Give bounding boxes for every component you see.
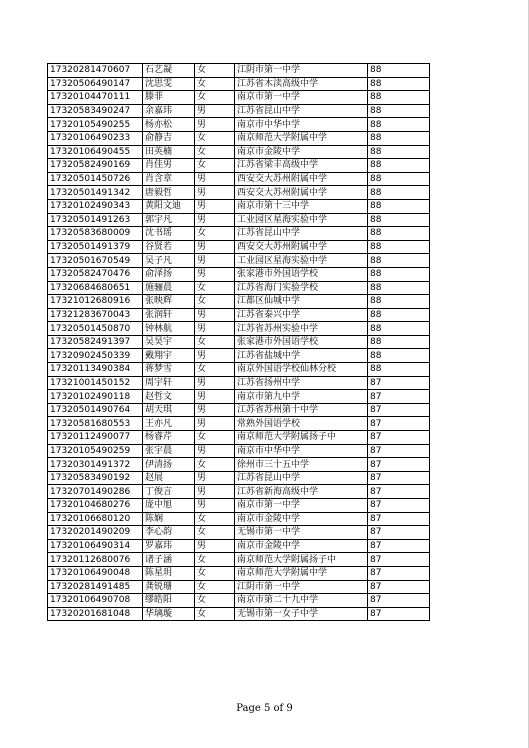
gender-cell: 男 bbox=[195, 471, 235, 485]
exam-id-cell: 17320501670549 bbox=[48, 254, 143, 268]
score-cell: 87 bbox=[368, 390, 430, 404]
student-name-cell: 郭宇凡 bbox=[143, 213, 195, 227]
gender-cell: 男 bbox=[195, 376, 235, 390]
table-row bbox=[48, 159, 430, 173]
score-cell: 88 bbox=[368, 131, 430, 145]
exam-id-cell: 17320106490233 bbox=[48, 131, 143, 145]
exam-id-cell: 17320112490077 bbox=[48, 431, 143, 445]
exam-id-cell: 17320113490384 bbox=[48, 363, 143, 377]
exam-id-cell: 17320501491263 bbox=[48, 213, 143, 227]
gender-cell: 男 bbox=[195, 539, 235, 553]
gender-cell: 女 bbox=[195, 566, 235, 580]
student-name-cell: 黄阳文迪 bbox=[143, 199, 195, 213]
score-cell: 87 bbox=[368, 512, 430, 526]
student-name-cell: 吴昊宇 bbox=[143, 335, 195, 349]
score-cell: 88 bbox=[368, 308, 430, 322]
table-row bbox=[48, 335, 430, 349]
student-name-cell: 沈书瑶 bbox=[143, 227, 195, 241]
table-row bbox=[48, 458, 430, 472]
score-cell: 87 bbox=[368, 526, 430, 540]
exam-id-cell: 17320105490259 bbox=[48, 444, 143, 458]
score-cell: 88 bbox=[368, 77, 430, 91]
gender-cell: 女 bbox=[195, 594, 235, 608]
page-footer: Page 5 of 9 bbox=[236, 703, 293, 714]
table-row bbox=[48, 526, 430, 540]
table-row bbox=[48, 403, 430, 417]
school-cell: 南京市金陵中学 bbox=[235, 145, 368, 159]
exam-id-cell: 17321001450152 bbox=[48, 376, 143, 390]
student-name-cell: 杨睿芹 bbox=[143, 431, 195, 445]
score-cell: 87 bbox=[368, 376, 430, 390]
school-cell: 南京市第十三中学 bbox=[235, 199, 368, 213]
score-cell: 88 bbox=[368, 240, 430, 254]
score-cell: 87 bbox=[368, 431, 430, 445]
student-name-cell: 华璃璇 bbox=[143, 607, 195, 621]
student-name-cell: 张宇晨 bbox=[143, 444, 195, 458]
school-cell: 南京师范大学附属扬子中 bbox=[235, 553, 368, 567]
exam-id-cell: 17320501491342 bbox=[48, 186, 143, 200]
exam-id-cell: 17320106490314 bbox=[48, 539, 143, 553]
exam-id-cell: 17320106680120 bbox=[48, 512, 143, 526]
student-name-cell: 滕菲 bbox=[143, 91, 195, 105]
school-cell: 张家港市外国语学校 bbox=[235, 335, 368, 349]
score-cell: 88 bbox=[368, 267, 430, 281]
table-row bbox=[48, 512, 430, 526]
gender-cell: 男 bbox=[195, 240, 235, 254]
score-table-body bbox=[48, 64, 430, 621]
score-cell: 88 bbox=[368, 363, 430, 377]
exam-id-cell: 17321283670043 bbox=[48, 308, 143, 322]
table-row bbox=[48, 553, 430, 567]
exam-id-cell: 17320506490147 bbox=[48, 77, 143, 91]
gender-cell: 男 bbox=[195, 104, 235, 118]
exam-id-cell: 17320102490118 bbox=[48, 390, 143, 404]
table-row bbox=[48, 227, 430, 241]
table-row bbox=[48, 539, 430, 553]
table-row bbox=[48, 240, 430, 254]
school-cell: 江苏省泰兴中学 bbox=[235, 308, 368, 322]
gender-cell: 男 bbox=[195, 267, 235, 281]
student-name-cell: 张润轩 bbox=[143, 308, 195, 322]
table-row bbox=[48, 566, 430, 580]
student-name-cell: 李心韵 bbox=[143, 526, 195, 540]
table-row bbox=[48, 376, 430, 390]
school-cell: 南京师范大学附属中学 bbox=[235, 566, 368, 580]
student-name-cell: 谷贤若 bbox=[143, 240, 195, 254]
score-cell: 87 bbox=[368, 458, 430, 472]
gender-cell: 男 bbox=[195, 444, 235, 458]
student-name-cell: 罗嘉玮 bbox=[143, 539, 195, 553]
student-name-cell: 周宇轩 bbox=[143, 376, 195, 390]
score-cell: 88 bbox=[368, 186, 430, 200]
exam-id-cell: 17320701490286 bbox=[48, 485, 143, 499]
student-name-cell: 伊清扬 bbox=[143, 458, 195, 472]
gender-cell: 男 bbox=[195, 172, 235, 186]
school-cell: 江苏省梁丰高级中学 bbox=[235, 159, 368, 173]
school-cell: 南京市第一中学 bbox=[235, 91, 368, 105]
school-cell: 无锡市第一女子中学 bbox=[235, 607, 368, 621]
gender-cell: 男 bbox=[195, 485, 235, 499]
student-name-cell: 吴子凡 bbox=[143, 254, 195, 268]
table-row bbox=[48, 186, 430, 200]
gender-cell: 女 bbox=[195, 227, 235, 241]
exam-id-cell: 17320582490169 bbox=[48, 159, 143, 173]
school-cell: 南京外国语学校仙林分校 bbox=[235, 363, 368, 377]
school-cell: 江苏省木渎高级中学 bbox=[235, 77, 368, 91]
exam-id-cell: 17320106490455 bbox=[48, 145, 143, 159]
student-name-cell: 唐毅哲 bbox=[143, 186, 195, 200]
table-row bbox=[48, 444, 430, 458]
table-row bbox=[48, 580, 430, 594]
exam-id-cell: 17320902450339 bbox=[48, 349, 143, 363]
school-cell: 江阴市第一中学 bbox=[235, 580, 368, 594]
table-row bbox=[48, 199, 430, 213]
school-cell: 江苏省昆山中学 bbox=[235, 227, 368, 241]
gender-cell: 女 bbox=[195, 553, 235, 567]
school-cell: 江都区仙城中学 bbox=[235, 295, 368, 309]
student-name-cell: 肖佳男 bbox=[143, 159, 195, 173]
gender-cell: 男 bbox=[195, 499, 235, 513]
table-row bbox=[48, 131, 430, 145]
gender-cell: 女 bbox=[195, 131, 235, 145]
student-name-cell: 诸子涵 bbox=[143, 553, 195, 567]
school-cell: 江苏省盐城中学 bbox=[235, 349, 368, 363]
school-cell: 张家港市外国语学校 bbox=[235, 267, 368, 281]
table-row bbox=[48, 118, 430, 132]
table-row bbox=[48, 254, 430, 268]
table-row bbox=[48, 295, 430, 309]
student-name-cell: 蒋梦雪 bbox=[143, 363, 195, 377]
table-row bbox=[48, 172, 430, 186]
school-cell: 西安交大苏州附属中学 bbox=[235, 186, 368, 200]
table-row bbox=[48, 471, 430, 485]
student-name-cell: 钟林航 bbox=[143, 322, 195, 336]
score-cell: 88 bbox=[368, 213, 430, 227]
gender-cell: 男 bbox=[195, 403, 235, 417]
table-row bbox=[48, 91, 430, 105]
score-cell: 88 bbox=[368, 335, 430, 349]
student-name-cell: 杨亦松 bbox=[143, 118, 195, 132]
gender-cell: 男 bbox=[195, 254, 235, 268]
exam-id-cell: 17320583680009 bbox=[48, 227, 143, 241]
exam-id-cell: 17320201681048 bbox=[48, 607, 143, 621]
gender-cell: 女 bbox=[195, 580, 235, 594]
school-cell: 江苏省苏州实验中学 bbox=[235, 322, 368, 336]
score-cell: 88 bbox=[368, 104, 430, 118]
gender-cell: 男 bbox=[195, 199, 235, 213]
table-row bbox=[48, 77, 430, 91]
gender-cell: 男 bbox=[195, 213, 235, 227]
school-cell: 江苏省苏州第十中学 bbox=[235, 403, 368, 417]
school-cell: 南京市金陵中学 bbox=[235, 512, 368, 526]
school-cell: 西安交大苏州附属中学 bbox=[235, 240, 368, 254]
school-cell: 南京市第一中学 bbox=[235, 499, 368, 513]
gender-cell: 男 bbox=[195, 349, 235, 363]
exam-id-cell: 17320104680276 bbox=[48, 499, 143, 513]
table-row bbox=[48, 607, 430, 621]
school-cell: 工业园区星海实验中学 bbox=[235, 254, 368, 268]
student-name-cell: 俞泽扬 bbox=[143, 267, 195, 281]
exam-id-cell: 17320501490764 bbox=[48, 403, 143, 417]
student-name-cell: 丁俊言 bbox=[143, 485, 195, 499]
score-cell: 87 bbox=[368, 403, 430, 417]
school-cell: 江苏省昆山中学 bbox=[235, 104, 368, 118]
gender-cell: 女 bbox=[195, 431, 235, 445]
table-row bbox=[48, 499, 430, 513]
score-cell: 88 bbox=[368, 295, 430, 309]
student-name-cell: 俞静吉 bbox=[143, 131, 195, 145]
school-cell: 南京市第二十九中学 bbox=[235, 594, 368, 608]
school-cell: 工业园区星海实验中学 bbox=[235, 213, 368, 227]
table-row bbox=[48, 431, 430, 445]
gender-cell: 男 bbox=[195, 118, 235, 132]
score-table bbox=[47, 63, 430, 621]
school-cell: 南京市金陵中学 bbox=[235, 539, 368, 553]
exam-id-cell: 17320105490255 bbox=[48, 118, 143, 132]
table-row bbox=[48, 363, 430, 377]
gender-cell: 男 bbox=[195, 322, 235, 336]
exam-id-cell: 17320583490192 bbox=[48, 471, 143, 485]
student-name-cell: 余嘉玮 bbox=[143, 104, 195, 118]
score-cell: 87 bbox=[368, 471, 430, 485]
school-cell: 南京师范大学附属扬子中 bbox=[235, 431, 368, 445]
table-row bbox=[48, 349, 430, 363]
student-name-cell: 缪皓阳 bbox=[143, 594, 195, 608]
table-row bbox=[48, 322, 430, 336]
gender-cell: 男 bbox=[195, 390, 235, 404]
score-cell: 88 bbox=[368, 254, 430, 268]
score-cell: 87 bbox=[368, 580, 430, 594]
school-cell: 无锡市第一中学 bbox=[235, 526, 368, 540]
gender-cell: 女 bbox=[195, 159, 235, 173]
exam-id-cell: 17320581680553 bbox=[48, 417, 143, 431]
student-name-cell: 赵展 bbox=[143, 471, 195, 485]
score-cell: 88 bbox=[368, 159, 430, 173]
exam-id-cell: 17320582470476 bbox=[48, 267, 143, 281]
exam-id-cell: 17320582491397 bbox=[48, 335, 143, 349]
gender-cell: 女 bbox=[195, 607, 235, 621]
score-cell: 87 bbox=[368, 417, 430, 431]
score-cell: 88 bbox=[368, 227, 430, 241]
exam-id-cell: 17320106490048 bbox=[48, 566, 143, 580]
table-row bbox=[48, 104, 430, 118]
school-cell: 南京市中华中学 bbox=[235, 444, 368, 458]
exam-id-cell: 17320501450870 bbox=[48, 322, 143, 336]
student-name-cell: 胡天琪 bbox=[143, 403, 195, 417]
score-cell: 87 bbox=[368, 594, 430, 608]
student-name-cell: 龚锐珊 bbox=[143, 580, 195, 594]
school-cell: 西安交大苏州附属中学 bbox=[235, 172, 368, 186]
gender-cell: 男 bbox=[195, 308, 235, 322]
school-cell: 江苏省新海高级中学 bbox=[235, 485, 368, 499]
exam-id-cell: 17320684680651 bbox=[48, 281, 143, 295]
school-cell: 常熟外国语学校 bbox=[235, 417, 368, 431]
school-cell: 江苏省海门实验学校 bbox=[235, 281, 368, 295]
score-cell: 87 bbox=[368, 539, 430, 553]
gender-cell: 女 bbox=[195, 458, 235, 472]
exam-id-cell: 17320501491379 bbox=[48, 240, 143, 254]
school-cell: 江苏省昆山中学 bbox=[235, 471, 368, 485]
student-name-cell: 戴翔宇 bbox=[143, 349, 195, 363]
student-name-cell: 王亦凡 bbox=[143, 417, 195, 431]
gender-cell: 女 bbox=[195, 512, 235, 526]
score-cell: 87 bbox=[368, 499, 430, 513]
exam-id-cell: 17320281470607 bbox=[48, 64, 143, 78]
score-cell: 88 bbox=[368, 145, 430, 159]
score-cell: 88 bbox=[368, 349, 430, 363]
score-cell: 88 bbox=[368, 281, 430, 295]
score-cell: 88 bbox=[368, 64, 430, 78]
score-cell: 88 bbox=[368, 199, 430, 213]
exam-id-cell: 17320102490343 bbox=[48, 199, 143, 213]
exam-id-cell: 17320583490247 bbox=[48, 104, 143, 118]
table-row bbox=[48, 594, 430, 608]
student-name-cell: 石艺凝 bbox=[143, 64, 195, 78]
school-cell: 南京市中华中学 bbox=[235, 118, 368, 132]
table-row bbox=[48, 417, 430, 431]
gender-cell: 女 bbox=[195, 64, 235, 78]
table-row bbox=[48, 308, 430, 322]
gender-cell: 女 bbox=[195, 335, 235, 349]
exam-id-cell: 17320106490708 bbox=[48, 594, 143, 608]
student-name-cell: 沈思雯 bbox=[143, 77, 195, 91]
table-row bbox=[48, 145, 430, 159]
student-name-cell: 庞中旭 bbox=[143, 499, 195, 513]
school-cell: 徐州市三十五中学 bbox=[235, 458, 368, 472]
score-cell: 88 bbox=[368, 118, 430, 132]
student-name-cell: 陈星玥 bbox=[143, 566, 195, 580]
score-cell: 87 bbox=[368, 566, 430, 580]
score-cell: 87 bbox=[368, 607, 430, 621]
school-cell: 江苏省扬州中学 bbox=[235, 376, 368, 390]
exam-id-cell: 17320104470111 bbox=[48, 91, 143, 105]
exam-id-cell: 17320301491372 bbox=[48, 458, 143, 472]
score-cell: 87 bbox=[368, 553, 430, 567]
gender-cell: 女 bbox=[195, 526, 235, 540]
student-name-cell: 陈娴 bbox=[143, 512, 195, 526]
table-row bbox=[48, 485, 430, 499]
gender-cell: 女 bbox=[195, 77, 235, 91]
school-cell: 南京师范大学附属中学 bbox=[235, 131, 368, 145]
gender-cell: 女 bbox=[195, 145, 235, 159]
student-name-cell: 田英楠 bbox=[143, 145, 195, 159]
gender-cell: 女 bbox=[195, 295, 235, 309]
gender-cell: 女 bbox=[195, 281, 235, 295]
school-cell: 南京市第九中学 bbox=[235, 390, 368, 404]
gender-cell: 男 bbox=[195, 417, 235, 431]
score-cell: 87 bbox=[368, 485, 430, 499]
gender-cell: 女 bbox=[195, 91, 235, 105]
gender-cell: 男 bbox=[195, 186, 235, 200]
gender-cell: 女 bbox=[195, 363, 235, 377]
student-name-cell: 赵哲文 bbox=[143, 390, 195, 404]
student-name-cell: 肖含章 bbox=[143, 172, 195, 186]
table-row bbox=[48, 213, 430, 227]
student-name-cell: 施骊晨 bbox=[143, 281, 195, 295]
score-cell: 88 bbox=[368, 172, 430, 186]
score-cell: 88 bbox=[368, 322, 430, 336]
exam-id-cell: 17320201490209 bbox=[48, 526, 143, 540]
exam-id-cell: 17320281491485 bbox=[48, 580, 143, 594]
score-cell: 87 bbox=[368, 444, 430, 458]
table-row bbox=[48, 390, 430, 404]
exam-id-cell: 17320112680076 bbox=[48, 553, 143, 567]
table-row bbox=[48, 64, 430, 78]
exam-id-cell: 17321012680916 bbox=[48, 295, 143, 309]
student-name-cell: 张映辉 bbox=[143, 295, 195, 309]
school-cell: 江阴市第一中学 bbox=[235, 64, 368, 78]
score-cell: 88 bbox=[368, 91, 430, 105]
table-row bbox=[48, 281, 430, 295]
exam-id-cell: 17320501450726 bbox=[48, 172, 143, 186]
table-row bbox=[48, 267, 430, 281]
